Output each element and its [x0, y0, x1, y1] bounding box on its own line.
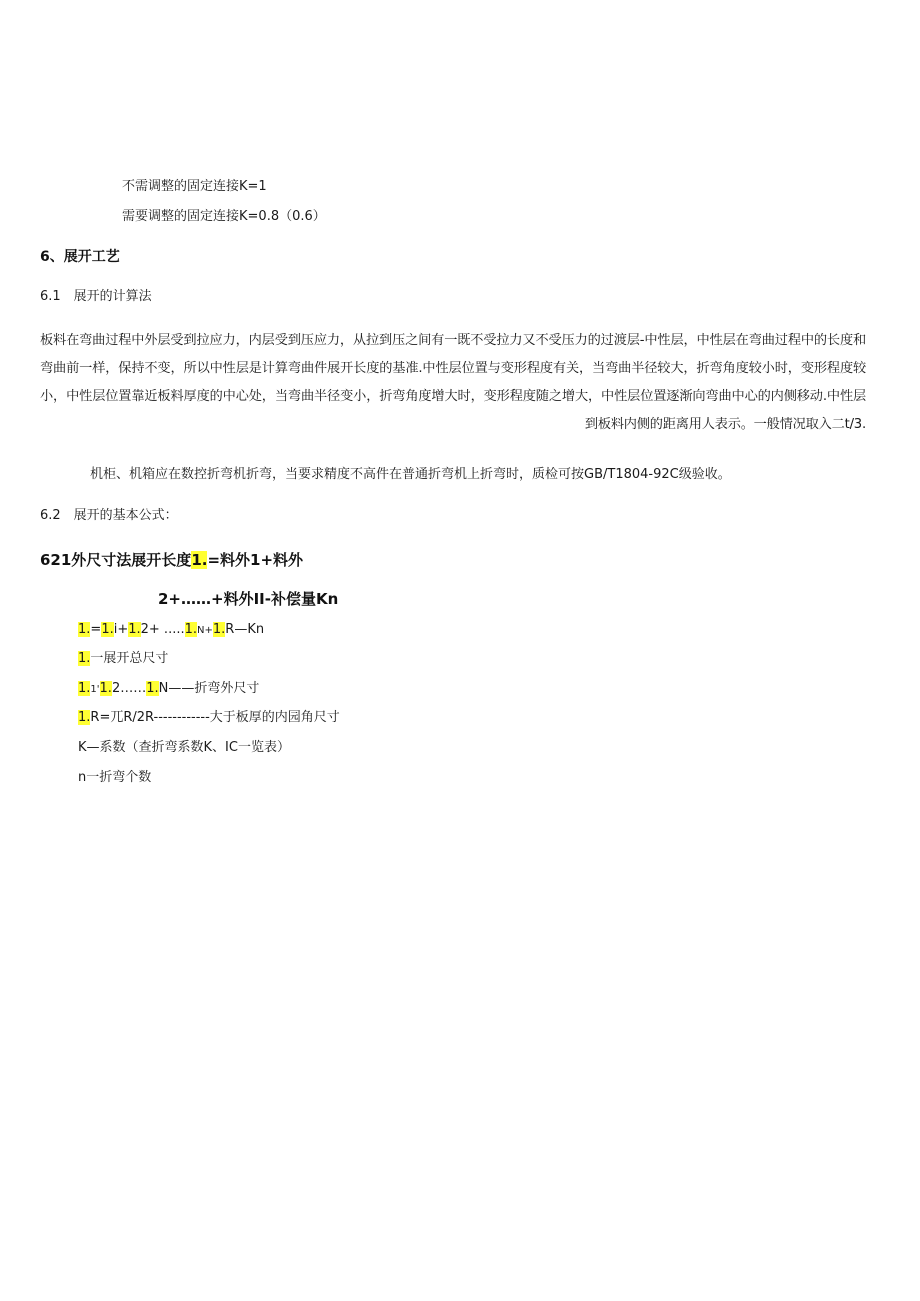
formula-heading-suffix: =料外1+料外: [207, 551, 304, 569]
formula-hl-3: 1.: [128, 622, 141, 637]
formula-hl-2: 1.: [101, 622, 114, 637]
def2-text-2: 2……: [111, 681, 147, 696]
definition-total-length: [78, 650, 168, 668]
section-6-1-title: 6.1 展开的计算法: [40, 289, 152, 304]
def2-text-3: N——折弯外尺寸: [158, 681, 260, 696]
formula-text-4: N+: [197, 625, 213, 636]
formula-text-1: =: [90, 622, 102, 637]
def1-text: 一展开总尺寸: [90, 651, 169, 666]
formula-continuation: 2+……+料外II-补偿量Kn: [158, 590, 339, 608]
formula-text-2: i+: [113, 622, 129, 637]
formula-hl-5: 1.: [212, 622, 226, 637]
definition-bend-count: n一折弯个数: [78, 770, 152, 785]
formula-text-3: 2+ .....: [140, 622, 185, 637]
def2-text-1: 1': [90, 684, 100, 695]
def2-hl-3: 1.: [146, 681, 159, 696]
paragraph-neutral-layer: 板料在弯曲过程中外层受到拉应力，内层受到压应力，从拉到压之间有一既不受拉力又不受压力的过渡层-中性层，中性层在弯曲过程中的长度和弯曲前一样，保持不变，所以中性层是计算弯曲件展开长度的基准.中性层位置与变形程度有关，当弯曲半径较大，折弯角度较小时，变形程度较小，中性层位置靠近板料厚度的中心处，当弯曲半径变小，折弯角度增大时，变形程度随之增大，中性层位置逐渐向弯曲中心的内侧移动.中性层到板料内侧的距离用人表示。一般情况取入二t/3.: [40, 333, 866, 432]
paragraph-inspection: 机柜、机箱应在数控折弯机折弯，当要求精度不高件在普通折弯机上折弯时，质检可按GB/T1804-92C级验收。: [90, 467, 731, 482]
formula-heading-highlight: 1.: [191, 551, 208, 569]
def1-highlight: 1.: [78, 651, 91, 666]
definition-inner-radius: [78, 709, 340, 727]
k-line-2: 需要调整的固定连接K=0.8（0.6）: [122, 209, 326, 224]
section-6-title: 6、展开工艺: [40, 249, 120, 265]
def3-text: R=兀R/2R------------大于板厚的内园角尺寸: [90, 710, 340, 725]
definition-k-factor: K—系数（查折弯系数K、IC一览表）: [78, 740, 290, 755]
definition-outer-sizes: [78, 680, 259, 699]
formula-hl-4: 1.: [184, 622, 198, 637]
def2-hl-1: 1.: [78, 681, 91, 696]
k-line-1: 不需调整的固定连接K=1: [122, 179, 267, 194]
formula-expression: [78, 621, 264, 640]
formula-hl-1: 1.: [78, 622, 91, 637]
def2-hl-2: 1.: [99, 681, 112, 696]
def3-highlight: 1.: [78, 710, 91, 725]
formula-heading: [40, 551, 303, 569]
section-6-2-title: 6.2 展开的基本公式：: [40, 508, 178, 523]
formula-heading-prefix: 621外尺寸法展开长度: [40, 551, 192, 569]
formula-text-5: R—Kn: [225, 622, 265, 637]
